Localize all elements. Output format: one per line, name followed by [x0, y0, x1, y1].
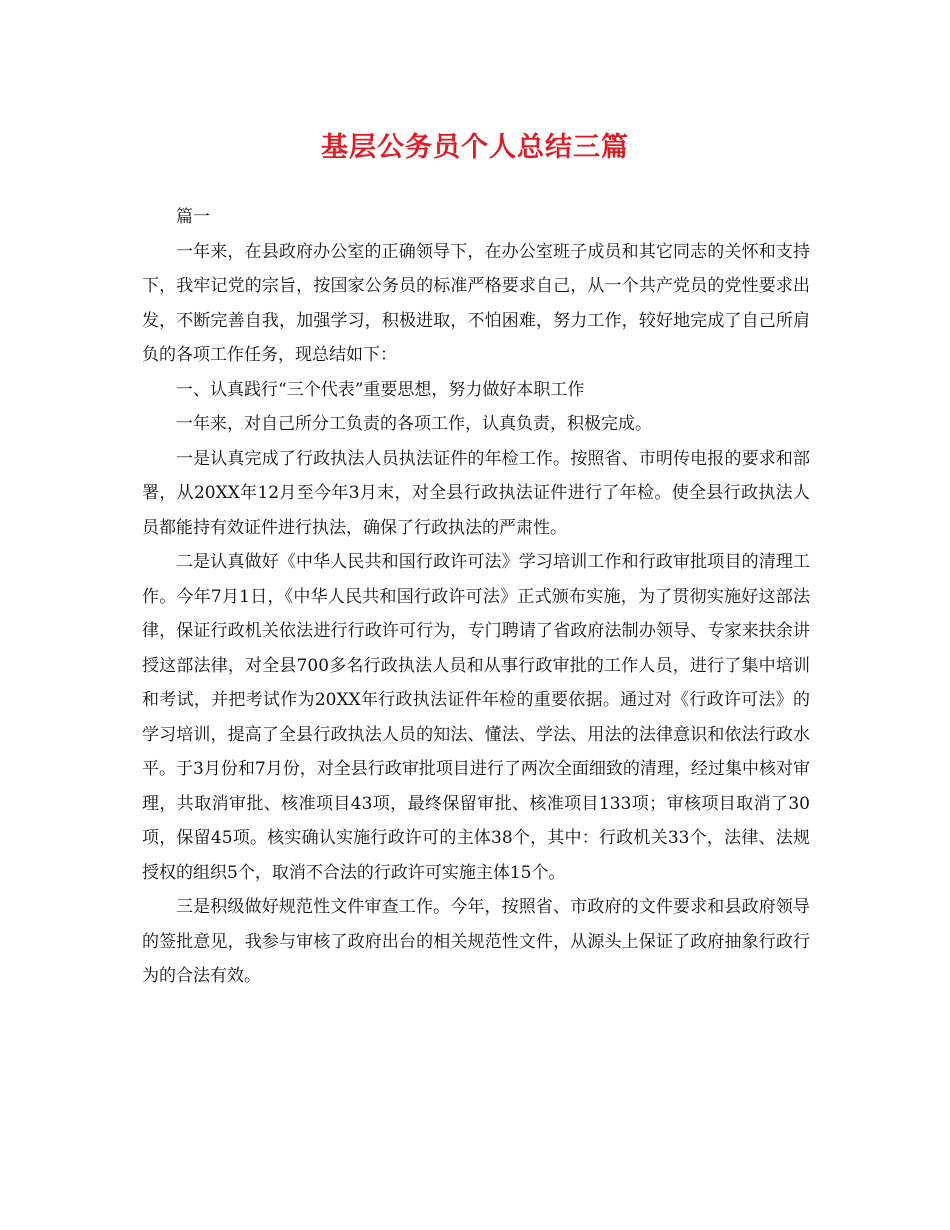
paragraph: 一是认真完成了行政执法人员执法证件的年检工作。按照省、市明传电报的要求和部署，从20XX年12月至今年3月末，对全县行政执法证件进行了年检。使全县行政执法人员都能持有效证件进行执法，确保了行政执法的严肃性。 — [142, 448, 810, 538]
paragraph: 三是积级做好规范性文件审查工作。今年，按照省、市政府的文件要求和县政府领导的签批意见，我参与审核了政府出台的相关规范性文件，从源头上保证了政府抽象行政行为的合法有效。 — [142, 897, 810, 986]
subsection-heading: 一、认真践行“三个代表”重要思想，努力做好本职工作 — [176, 379, 585, 400]
document-title: 基层公务员个人总结三篇 — [321, 132, 629, 163]
document-body — [142, 200, 810, 994]
paragraph: 二是认真做好《中华人民共和国行政许可法》学习培训工作和行政审批项目的清理工作。今年7月1日，《中华人民共和国行政许可法》正式颁布实施，为了贯彻实施好这部法律，保证行政机关依法进行行政许可行为，专门聘请了省政府法制办领导、专家来扶余讲授这部法律，对全县700多名行政执法人员和从事行政审批的工作人员，进行了集中培训和考试，并把考试作为20XX年行政执法证件年检的重要依据。通过对《行政许可法》的学习培训，提高了全县行政执法人员的知法、懂法、学法、用法的法律意识和依法行政水平。于3月份和7月份，对全县行政审批项目进行了两次全面细致的清理，经过集中核对审理，共取消审批、核准项目43项，最终保留审批、核准项目133项；审核项目取消了30项，保留45项。核实确认实施行政许可的主体38个，其中：行政机关33个，法律、法规授权的组织5个，取消不合法的行政许可实施主体15个。 — [142, 552, 810, 883]
paragraph: 一年来，对自己所分工负责的各项工作，认真负责，积极完成。 — [176, 414, 652, 434]
section-heading: 篇一 — [176, 207, 210, 227]
paragraph: 一年来，在县政府办公室的正确领导下，在办公室班子成员和其它同志的关怀和支持下，我牢记党的宗旨，按国家公务员的标准严格要求自己，从一个共产党员的党性要求出发，不断完善自我，加强学习，积极进取，不怕困难，努力工作，较好地完成了自己所肩负的各项工作任务，现总结如下： — [142, 241, 810, 365]
